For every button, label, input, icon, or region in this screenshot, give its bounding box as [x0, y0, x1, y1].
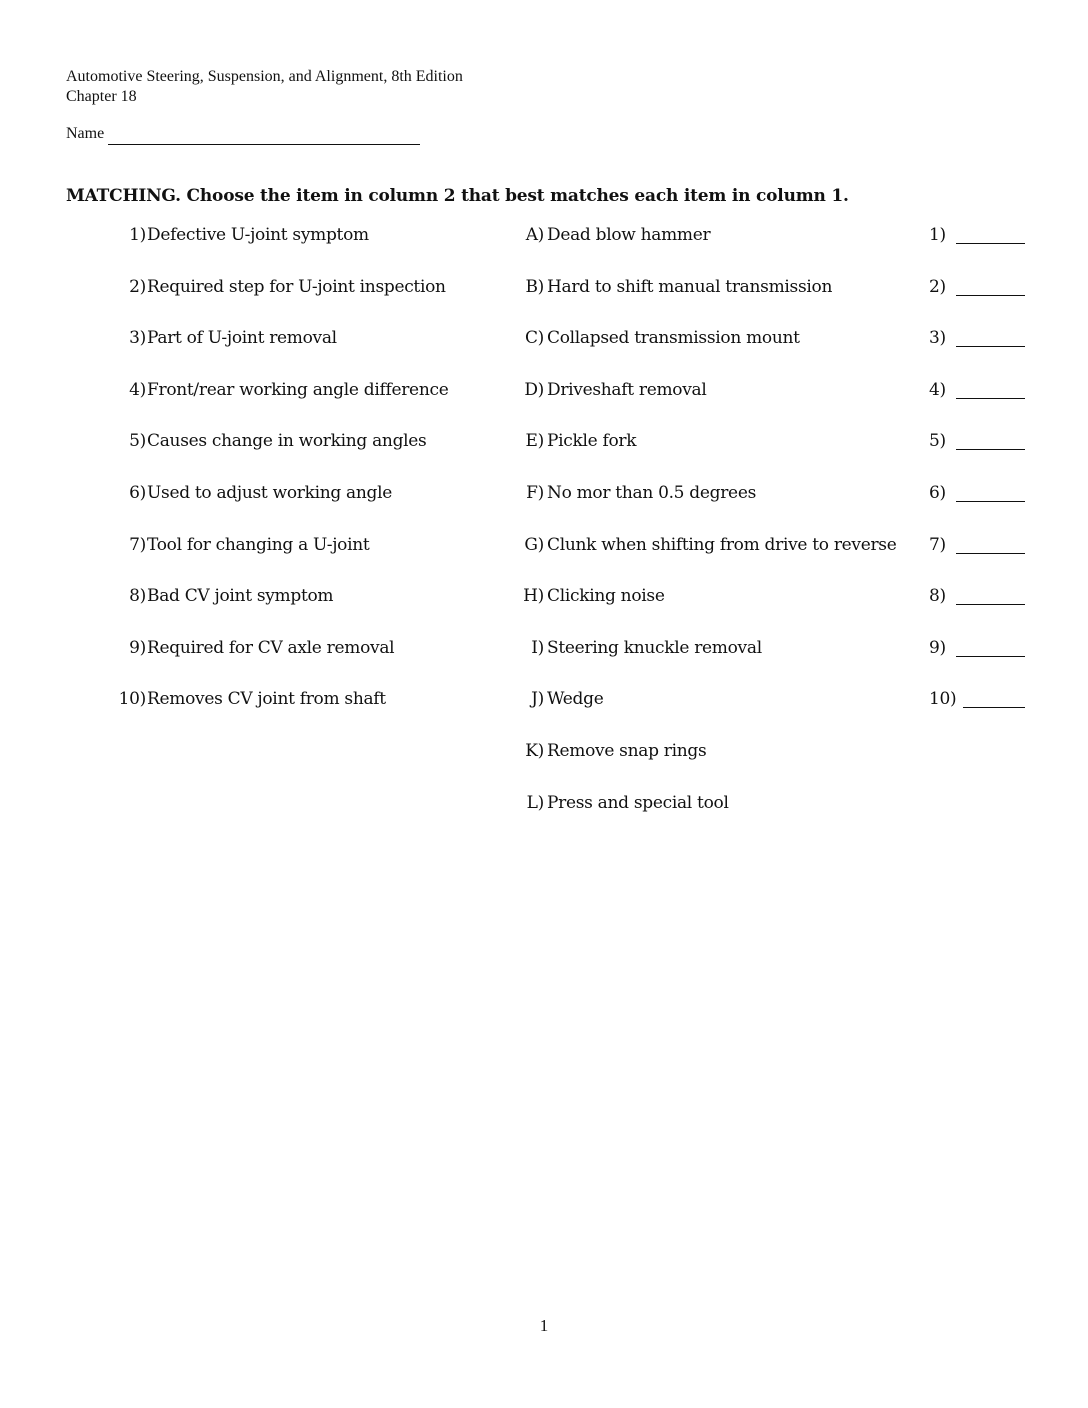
answer-number: 4) [929, 380, 946, 400]
column2-item-letter: C) [524, 328, 544, 348]
answer-blank[interactable] [956, 449, 1025, 450]
column1-item-number: 10) [118, 689, 146, 709]
column1-item-text: Bad CV joint symptom [147, 586, 334, 606]
column1-item-text: Required for CV axle removal [147, 638, 395, 658]
answer-blank[interactable] [956, 243, 1025, 244]
column2-item-letter: H) [523, 586, 544, 606]
column1-item-text: Required step for U-joint inspection [147, 277, 446, 297]
column2-item-text: Pickle fork [547, 431, 637, 451]
answer-number: 2) [929, 277, 946, 297]
column2-item-letter: G) [524, 535, 544, 555]
column2-item-text: Press and special tool [547, 793, 729, 813]
answer-number: 6) [929, 483, 946, 503]
column1-item-number: 6) [129, 483, 146, 503]
page-number: 1 [539, 1316, 549, 1335]
document-title: Automotive Steering, Suspension, and Alignment, 8th Edition [66, 68, 463, 85]
column2-item-text: Dead blow hammer [547, 225, 711, 245]
column1-item-text: Tool for changing a U-joint [147, 535, 370, 555]
column1-item-number: 3) [129, 328, 146, 348]
column2-item-text: Wedge [547, 689, 604, 709]
answer-number: 5) [929, 431, 946, 451]
column1-item-text: Used to adjust working angle [147, 483, 393, 503]
answer-number: 10) [929, 689, 957, 709]
answer-number: 9) [929, 638, 946, 658]
answer-number: 3) [929, 328, 946, 348]
column2-item-letter: D) [524, 380, 544, 400]
column1-item-text: Part of U-joint removal [147, 328, 337, 348]
column2-item-letter: J) [531, 689, 544, 709]
answer-blank[interactable] [956, 295, 1025, 296]
column2-item-text: Clicking noise [547, 586, 665, 606]
matching-instructions: MATCHING. Choose the item in column 2 that best matches each item in column 1. [66, 186, 849, 206]
column2-item-letter: K) [525, 741, 544, 761]
column2-item-letter: E) [525, 431, 544, 451]
answer-blank[interactable] [956, 346, 1025, 347]
column1-item-number: 7) [129, 535, 146, 555]
column1-item-number: 2) [129, 277, 146, 297]
column2-item-letter: L) [526, 793, 544, 813]
column2-item-letter: F) [526, 483, 544, 503]
column2-item-text: No mor than 0.5 degrees [547, 483, 757, 503]
column2-item-text: Steering knuckle removal [547, 638, 762, 658]
column1-item-number: 1) [129, 225, 146, 245]
column2-item-letter: I) [531, 638, 544, 658]
answer-blank[interactable] [956, 398, 1025, 399]
column1-item-text: Defective U-joint symptom [147, 225, 369, 245]
answer-blank[interactable] [963, 707, 1025, 708]
column1-item-number: 9) [129, 638, 146, 658]
column1-item-number: 4) [129, 380, 146, 400]
answer-number: 7) [929, 535, 946, 555]
column2-item-text: Clunk when shifting from drive to reverse [547, 535, 897, 555]
column1-item-text: Causes change in working angles [147, 431, 427, 451]
column2-item-text: Hard to shift manual transmission [547, 277, 833, 297]
column2-item-letter: B) [525, 277, 544, 297]
answer-number: 8) [929, 586, 946, 606]
answer-blank[interactable] [956, 501, 1025, 502]
column2-item-text: Driveshaft removal [547, 380, 707, 400]
column2-item-text: Collapsed transmission mount [547, 328, 800, 348]
name-field-line[interactable] [108, 144, 420, 145]
answer-blank[interactable] [956, 656, 1025, 657]
name-label: Name [66, 125, 105, 142]
answer-number: 1) [929, 225, 946, 245]
answer-blank[interactable] [956, 553, 1025, 554]
column1-item-text: Removes CV joint from shaft [147, 689, 386, 709]
column1-item-text: Front/rear working angle difference [147, 380, 449, 400]
answer-blank[interactable] [956, 604, 1025, 605]
chapter-label: Chapter 18 [66, 88, 137, 105]
column2-item-text: Remove snap rings [547, 741, 707, 761]
column1-item-number: 5) [129, 431, 146, 451]
column2-item-letter: A) [525, 225, 544, 245]
column1-item-number: 8) [129, 586, 146, 606]
